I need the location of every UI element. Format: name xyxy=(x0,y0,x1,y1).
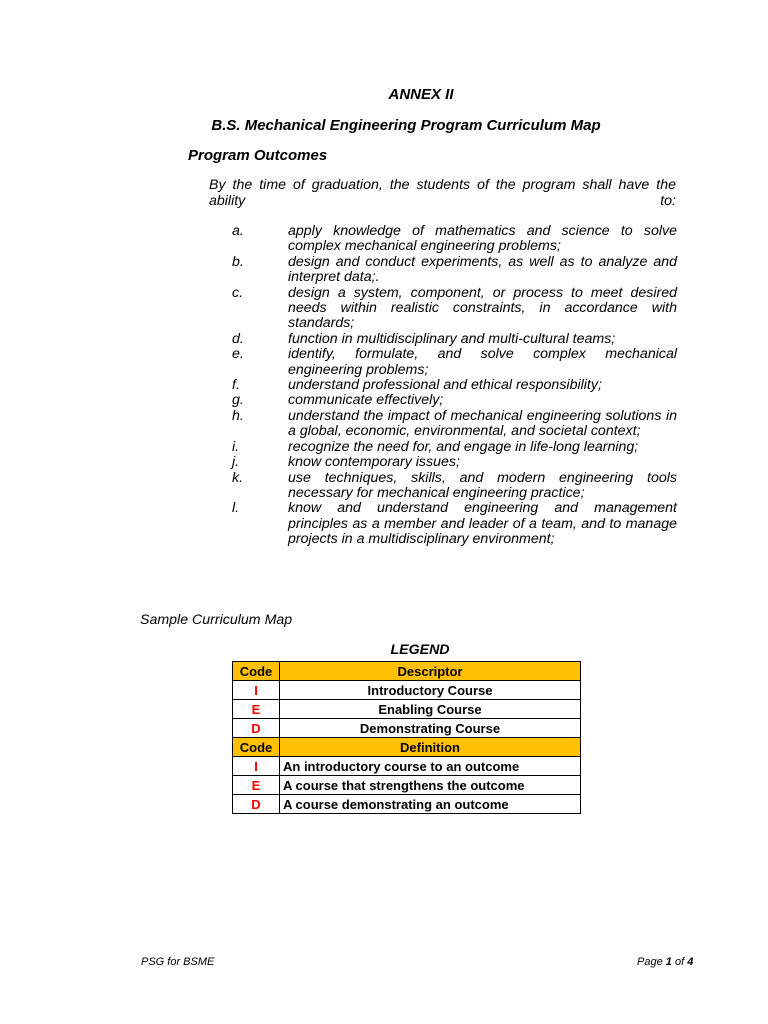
code-cell: D xyxy=(233,719,280,738)
item-letter: a. xyxy=(232,223,244,239)
item-letter: j. xyxy=(232,454,240,471)
definition-cell: A course that strengthens the outcome xyxy=(280,776,581,795)
list-item xyxy=(232,224,677,255)
item-letter: d. xyxy=(232,330,244,347)
item-letter: c. xyxy=(232,284,244,301)
table-row xyxy=(233,776,581,795)
item-letter: g. xyxy=(232,392,244,409)
list-item xyxy=(232,286,677,332)
list-item xyxy=(232,378,677,393)
section-heading: Program Outcomes xyxy=(188,147,328,164)
item-text: design and conduct experiments, as well as to analyze and interpret data;. xyxy=(288,253,677,286)
list-item xyxy=(232,455,677,470)
item-text: apply knowledge of mathematics and science to solve complex mechanical engineering problems; xyxy=(288,223,677,255)
item-text: understand professional and ethical responsibility; xyxy=(288,377,602,394)
item-letter: l. xyxy=(232,500,240,517)
table-header-row xyxy=(233,738,581,757)
table-header-row xyxy=(233,662,581,681)
code-cell: E xyxy=(233,776,280,795)
list-item xyxy=(232,501,677,547)
intro-paragraph: By the time of graduation, the students of the program shall have the ability to: xyxy=(209,177,676,209)
list-item xyxy=(232,409,677,440)
list-item xyxy=(232,440,677,455)
item-letter: b. xyxy=(232,253,244,270)
item-text: understand the impact of mechanical engineering solutions in a global, economic, environmental, and societal context; xyxy=(288,407,677,440)
list-item xyxy=(232,332,677,347)
outcomes-list xyxy=(232,224,677,548)
page-current: 1 xyxy=(665,956,672,968)
code-header: Code xyxy=(233,738,280,757)
annex-heading: ANNEX II xyxy=(388,86,454,103)
table-row xyxy=(233,681,581,700)
document-title: B.S. Mechanical Engineering Program Curriculum Map xyxy=(211,117,601,134)
list-item xyxy=(232,347,677,378)
descriptor-cell: Enabling Course xyxy=(280,700,581,719)
item-text: design a system, component, or process to meet desired needs within realistic constraints, in accordance with standards; xyxy=(288,284,677,332)
table-row xyxy=(233,795,581,814)
code-cell: I xyxy=(233,681,280,700)
item-letter: h. xyxy=(232,407,244,424)
descriptor-cell: Demonstrating Course xyxy=(280,719,581,738)
list-item xyxy=(232,255,677,286)
table-row xyxy=(233,719,581,738)
item-letter: k. xyxy=(232,469,244,486)
item-text: function in multidisciplinary and multi-cultural teams; xyxy=(288,330,616,347)
item-letter: i. xyxy=(232,438,240,455)
legend-title: LEGEND xyxy=(390,642,450,658)
item-text: recognize the need for, and engage in life-long learning; xyxy=(288,438,639,455)
code-cell: E xyxy=(233,700,280,719)
page-number xyxy=(637,956,693,968)
item-text: use techniques, skills, and modern engineering tools necessary for mechanical engineering practice; xyxy=(288,469,677,501)
item-text: know contemporary issues; xyxy=(288,454,460,471)
sample-map-label: Sample Curriculum Map xyxy=(140,612,293,628)
item-text: identify, formulate, and solve complex mechanical engineering problems; xyxy=(288,346,677,378)
table-row xyxy=(233,757,581,776)
item-text: know and understand engineering and management principles as a member and leader of a team, and to manage projects in a multidisciplinary environment; xyxy=(288,500,677,548)
definition-header: Definition xyxy=(280,738,581,757)
code-cell: I xyxy=(233,757,280,776)
list-item xyxy=(232,471,677,502)
descriptor-header: Descriptor xyxy=(280,662,581,681)
item-letter: e. xyxy=(232,346,244,363)
legend-table xyxy=(232,661,581,814)
descriptor-cell: Introductory Course xyxy=(280,681,581,700)
item-text: communicate effectively; xyxy=(288,392,444,409)
code-cell: D xyxy=(233,795,280,814)
page-total: 4 xyxy=(687,956,694,968)
list-item xyxy=(232,393,677,408)
definition-cell: A course demonstrating an outcome xyxy=(280,795,581,814)
footer-doc-label: PSG for BSME xyxy=(141,956,215,968)
code-header: Code xyxy=(233,662,280,681)
page-prefix: Page xyxy=(637,956,663,968)
table-row xyxy=(233,700,581,719)
page-of: of xyxy=(674,956,685,968)
item-letter: f. xyxy=(232,377,240,394)
definition-cell: An introductory course to an outcome xyxy=(280,757,581,776)
